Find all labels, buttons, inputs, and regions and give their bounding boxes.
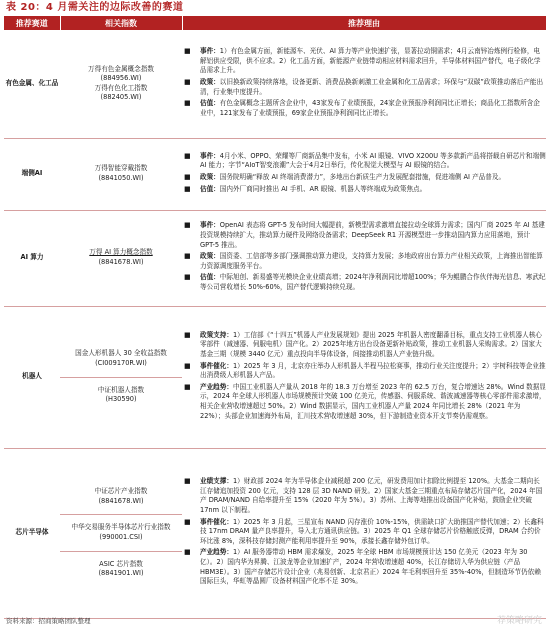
reason-label: 政策： bbox=[200, 173, 220, 181]
reason-cell bbox=[182, 306, 546, 448]
index-item bbox=[60, 552, 182, 587]
reason-label: 事件： bbox=[200, 47, 220, 56]
index-item bbox=[60, 245, 182, 270]
index-code: (8841678.WI) bbox=[98, 496, 144, 505]
header-sector: 推荐赛道 bbox=[4, 16, 60, 30]
index-code: (H30590) bbox=[105, 395, 137, 404]
table-header-row bbox=[4, 16, 546, 30]
index-name: 万得有色化工指数 bbox=[94, 83, 148, 92]
reason-cell bbox=[182, 448, 546, 618]
index-cell bbox=[60, 306, 182, 448]
sector-cell: 端侧AI bbox=[4, 138, 60, 210]
reason-line: ■ 事件：4月小米、OPPO、荣耀等厂商新品集中发布，小米 AI 眼镜、VIVO X200U 等多款新产品将搭载自研芯片和端侧 AI 能力；字节“AIoT智变浪潮”大会于4月2日举行，传化视觉大模型与 AI 眼镜的结合。 bbox=[184, 151, 546, 170]
reason-text: 1）2025 年 3 月起，三星宣布 NAND 闪存涨价 10%-15%，供需缺口扩大助推国产替代加速；2）长鑫科技 17nm DRAM 量产良率提升，导入北方通讯供应链。3）2025 年 Q1 全球存储芯片价格触底反弹，DRAM 合约价环比涨 8%，深科技存储封测产能利用率提升至 90%，承接长鑫存储外包订单。 bbox=[200, 517, 544, 545]
reason-label: 事件催化： bbox=[200, 517, 233, 526]
index-code: (8841678.WI) bbox=[98, 258, 144, 266]
reason-line: ■ 政策：国资委、工信部等多部门强调推动算力建设，支持算力发展；多地政府出台算力产业相关政策，上海推出智能算力资源调度服务平台。 bbox=[184, 252, 543, 270]
index-code: (CI009170R.WI) bbox=[95, 358, 147, 367]
reason-text: 中国工业机器人产量从 2018 年的 18.3 万台增至 2023 年的 62.5 万台，复合增速达 28%。Wind 数据显示，2024 年全球人形机器人市场规模预计突破 100 亿美元，传感器、伺服系统、谐波减速器等核心零部件需求激增，相关企业营收增速超过 50%。2）Wind 数据显示，国内工业机器人产量 2024 年同比增长 28%（2021 年为 22%）；头部企业加速海外布局，汇川技术营收增速超 30%，但下游制造业资本开支节奏仍需观察。 bbox=[200, 382, 546, 420]
reason-line: ■ 估值：有色金属概念主题所含企业中，43家发布了业绩预报，24家企业预报净利润同比正增长；商品化工指数所含企业中，121家发布了业绩预报，69家企业预报净利润同比正增长。 bbox=[184, 99, 540, 117]
reason-text: 4月小米、OPPO、荣耀等厂商新品集中发布，小米 AI 眼镜、VIVO X200U 等多款新产品将搭载自研芯片和端侧 AI 能力；字节“AIoT智变浪潮”大会于4月2日举行，传化视觉大模型与 AI 眼镜的结合。 bbox=[200, 151, 546, 170]
reason-text: 有色金属概念主题所含企业中，43家发布了业绩预报，24家企业预报净利润同比正增长；商品化工指数所含企业中，121家发布了业绩预报，69家企业预报净利润同比正增长。 bbox=[200, 99, 540, 117]
watermark: 荐策略研究 bbox=[496, 616, 542, 626]
table-row bbox=[4, 306, 546, 448]
sector-cell: 芯片半导体 bbox=[4, 448, 60, 618]
index-item bbox=[60, 515, 182, 551]
reason-label: 估值： bbox=[200, 184, 220, 193]
reason-label: 政策支持： bbox=[200, 330, 233, 339]
sector-cell: 机器人 bbox=[4, 306, 60, 448]
index-code: (8841901.WI) bbox=[98, 569, 144, 578]
reason-text: 中际旭创、新易盛等光模块企业业绩高增；2024年净利润同比增超100%；华为鲲鹏合作伙伴海光信息、寒武纪等公司营收增长 50%-60%，国产替代逻辑持续兑现。 bbox=[200, 273, 546, 291]
index-name: 国金人形机器人 30 全收益指数 bbox=[75, 349, 167, 358]
table-row bbox=[4, 30, 546, 138]
reason-label: 事件： bbox=[200, 151, 220, 160]
index-name: 中华交易服务半导体芯片行业指数 bbox=[71, 523, 171, 532]
index-code: (990001.CSI) bbox=[99, 533, 143, 541]
reason-line: ■ 估值：中际旭创、新易盛等光模块企业业绩高增；2024年净利润同比增超100%；华为鲲鹏合作伙伴海光信息、寒武纪等公司营收增长 50%-60%，国产替代逻辑持续兑现。 bbox=[184, 273, 546, 291]
reason-label: 估值： bbox=[200, 273, 220, 282]
index-code: (884956.WI) bbox=[100, 74, 142, 83]
reason-line: ■ 产业趋势：中国工业机器人产量从 2018 年的 18.3 万台增至 2023 年的 62.5 万台，复合增速达 28%。Wind 数据显示，2024 年全球人形机器人市场规模预计突破 100 亿美元，传感器、伺服系统、谐波减速器等核心零部件需求激增，相关企业营收增速超过 50%。2）Wind 数据显示，国内工业机器人产量 2024 年同比增长 28%（2021 年为 22%）；头部企业加速海外布局，汇川技术营收增速超 30%，但下游制造业资本开支节奏仍需观察。 bbox=[184, 382, 546, 420]
reason-line: ■ 事件：OpenAI 表态将 GPT-5 发布时间大幅提前，新模型需求激增直接拉动全球算力需求；国内厂商 2025 年 AI 基建投资规模持续扩大，推动算力硬件及网络设备需求；DeepSeek R1 开源模型进一步推动国内算力应用落地，预计 GPT-5 推出。 bbox=[184, 221, 545, 249]
reason-line: ■ 事件：1）有色金属方面，新能源车、光伏、AI 算力等产业快速扩张，显著拉动铜需求；4月云南锌冶炼例行检修，电解铝供应受限，供不应求。2）化工品方面，新能源产业链带动相应材料需求回升，半导体材料国产替代，电子级化学品需求上升。 bbox=[184, 47, 541, 75]
source-note: 资料来源：招商策略团队整理 bbox=[6, 617, 91, 625]
index-name: 万得有色金属概念指数 bbox=[88, 64, 154, 73]
table-row bbox=[4, 448, 546, 618]
reason-cell bbox=[182, 210, 546, 306]
index-item bbox=[60, 378, 182, 413]
reason-label: 产业趋势： bbox=[200, 382, 233, 391]
index-cell bbox=[60, 210, 182, 306]
reason-label: 产业趋势： bbox=[200, 548, 233, 557]
reason-label: 政策： bbox=[200, 77, 220, 86]
reason-text: OpenAI 表态将 GPT-5 发布时间大幅提前，新模型需求激增直接拉动全球算力需求；国内厂商 2025 年 AI 基建投资规模持续扩大，推动算力硬件及网络设备需求；DeepSeek R1 开源模型进一步推动国内算力应用落地，预计 GPT-5 推出。 bbox=[200, 221, 545, 249]
reason-text: 国内外厂商同时推出 AI 手机、AR 眼镜、机器人等终端成为政策焦点。 bbox=[219, 184, 427, 193]
sector-table bbox=[4, 16, 547, 619]
reason-text: 1）财政部 2024 年为半导体企业减税超 200 亿元，研发费用加计扣除比例提至 120%。大基金二期向长江存储追加投资 200 亿元，支持 128 层 3D NAND 研发。2）国家大基金三期重点布局存储芯片国产化，2024 年国产 DRAM/NAND 自给率提升至 15%（2020 年为 5%）。3）苏州、上海等地推出设备国产化补贴，鼓励企业突破 17nm 以下制程。 bbox=[200, 477, 543, 515]
index-name: 中证芯片产业指数 bbox=[94, 487, 148, 496]
reason-line: ■ 产业趋势：1）AI 服务器带动 HBM 需求爆发，2025 年全球 HBM 市场规模预计达 150 亿美元（2023 年为 30 亿）。2）国内华为昇腾、江波龙等企业加速扩产，2024 年营收增速超 40%，长江存储切入华为供应链（产品 HBM3E）。3）国产存储芯片设计企业（兆易创新、北京君正）2024 年毛利率回升至 35%-40%，但制造环节仍依赖国际巨头，华虹等晶圆厂设备材料国产化率不足 30%。 bbox=[184, 548, 541, 586]
header-reason: 推荐理由 bbox=[182, 16, 546, 30]
index-item bbox=[60, 62, 182, 106]
table-row bbox=[4, 138, 546, 210]
reason-text: 1）2025 年 3 月，北京亦庄举办人形机器人半程马拉松赛事，推动行业关注度提升；2）宇树科技等企业推出消费级人形机器人产品。 bbox=[200, 361, 546, 380]
reason-cell bbox=[182, 30, 546, 138]
reason-line: ■ 政策支持：1）工信部《“十四五”机器人产业发展规划》提出 2025 年机器人密度翻番目标，重点支持工业机器人核心零部件（减速器、伺服电机）国产化。2）2025年地方出台设备更新补贴政策，推动工业机器人采购需求。2）国家大基金三期（规模 3440 亿元）重点投向半导体设备，间接推动机器人产业链升级。 bbox=[184, 330, 542, 359]
sector-cell: 有色金属、化工品 bbox=[4, 30, 60, 138]
reason-label: 估值： bbox=[200, 99, 220, 108]
index-cell bbox=[60, 448, 182, 618]
index-item bbox=[60, 161, 182, 186]
reason-label: 政策： bbox=[200, 252, 220, 261]
index-code: (882405.WI) bbox=[100, 93, 142, 102]
header-index: 相关指数 bbox=[60, 16, 182, 30]
index-cell bbox=[60, 30, 182, 138]
reason-label: 事件： bbox=[200, 221, 220, 230]
reason-label: 业绩支撑： bbox=[200, 477, 233, 486]
index-cell bbox=[60, 138, 182, 210]
index-name: 万得智能穿戴指数 bbox=[94, 164, 148, 173]
reason-text: 1）AI 服务器带动 HBM 需求爆发，2025 年全球 HBM 市场规模预计达 150 亿美元（2023 年为 30 亿）。2）国内华为昇腾、江波龙等企业加速扩产，2024 年营收增速超 40%，长江存储切入华为供应链（产品 HBM3E）。3）国产存储芯片设计企业（兆易创新、北京君正）2024 年毛利率回升至 35%-40%，但制造环节仍依赖国际巨头，华虹等晶圆厂设备材料国产化率不足 30%。 bbox=[200, 548, 541, 586]
index-name: 中证机器人指数 bbox=[97, 385, 145, 394]
index-name: ASIC 芯片指数 bbox=[99, 559, 143, 568]
reason-line: ■ 政策：以旧换新政策持续落地，设备更新、消费品换新刺激工业金属和化工品需求；环保与“双碳”政策推动落后产能出清，行业集中度提升。 bbox=[184, 77, 544, 96]
reason-line: ■ 事件催化：1）2025 年 3 月，北京亦庄举办人形机器人半程马拉松赛事，推动行业关注度提升；2）宇树科技等企业推出消费级人形机器人产品。 bbox=[184, 361, 546, 380]
reason-cell bbox=[182, 138, 546, 210]
reason-line: ■ 估值：国内外厂商同时推出 AI 手机、AR 眼镜、机器人等终端成为政策焦点。 bbox=[184, 184, 427, 193]
reason-line: ■ 事件催化：1）2025 年 3 月起，三星宣布 NAND 闪存涨价 10%-15%，供需缺口扩大助推国产替代加速；2）长鑫科技 17nm DRAM 量产良率提升，导入北方通讯供应链。3）2025 年 Q1 全球存储芯片价格触底反弹，DRAM 合约价环比涨 8%，深科技存储封测产能利用率提升至 90%，承接长鑫存储外包订单。 bbox=[184, 517, 544, 545]
index-name: 万得 AI 算力概念指数 bbox=[89, 248, 153, 257]
table-title: 表 20：4 月需关注的边际改善的赛道 bbox=[6, 2, 184, 13]
reason-text: 以旧换新政策持续落地，设备更新、消费品换新刺激工业金属和化工品需求；环保与“双碳”政策推动落后产能出清，行业集中度提升。 bbox=[200, 77, 544, 96]
reason-line: ■ 政策：国务院明确“释放 AI 终端消费潜力”，多地出台新质生产力发展配套措施，促进端侧 AI 产品普及。 bbox=[184, 173, 506, 181]
reason-line: ■ 业绩支撑：1）财政部 2024 年为半导体企业减税超 200 亿元，研发费用加计扣除比例提至 120%。大基金二期向长江存储追加投资 200 亿元，支持 128 层 3D NAND 研发。2）国家大基金三期重点布局存储芯片国产化，2024 年国产 DRAM/NAND 自给率提升至 15%（2020 年为 5%）。3）苏州、上海等地推出设备国产化补贴，鼓励企业突破 17nm 以下制程。 bbox=[184, 477, 543, 515]
index-code: (8841050.WI) bbox=[98, 174, 144, 182]
table-row bbox=[4, 210, 546, 306]
sector-cell: AI 算力 bbox=[4, 210, 60, 306]
reason-text: 国务院明确“释放 AI 终端消费潜力”，多地出台新质生产力发展配套措施，促进端侧 AI 产品普及。 bbox=[219, 173, 506, 181]
index-item bbox=[60, 479, 182, 515]
index-item bbox=[60, 341, 182, 377]
reason-label: 事件催化： bbox=[200, 361, 233, 370]
reason-text: 1）有色金属方面，新能源车、光伏、AI 算力等产业快速扩张，显著拉动铜需求；4月云南锌冶炼例行检修，电解铝供应受限，供不应求。2）化工品方面，新能源产业链带动相应材料需求回升，半导体材料国产替代，电子级化学品需求上升。 bbox=[200, 47, 541, 75]
reason-text: 1）工信部《“十四五”机器人产业发展规划》提出 2025 年机器人密度翻番目标，重点支持工业机器人核心零部件（减速器、伺服电机）国产化。2）2025年地方出台设备更新补贴政策，推动工业机器人采购需求。2）国家大基金三期（规模 3440 亿元）重点投向半导体设备，间接推动机器人产业链升级。 bbox=[200, 330, 542, 359]
reason-text: 国资委、工信部等多部门强调推动算力建设，支持算力发展；多地政府出台算力产业相关政策，上海推出智能算力资源调度服务平台。 bbox=[200, 252, 543, 270]
